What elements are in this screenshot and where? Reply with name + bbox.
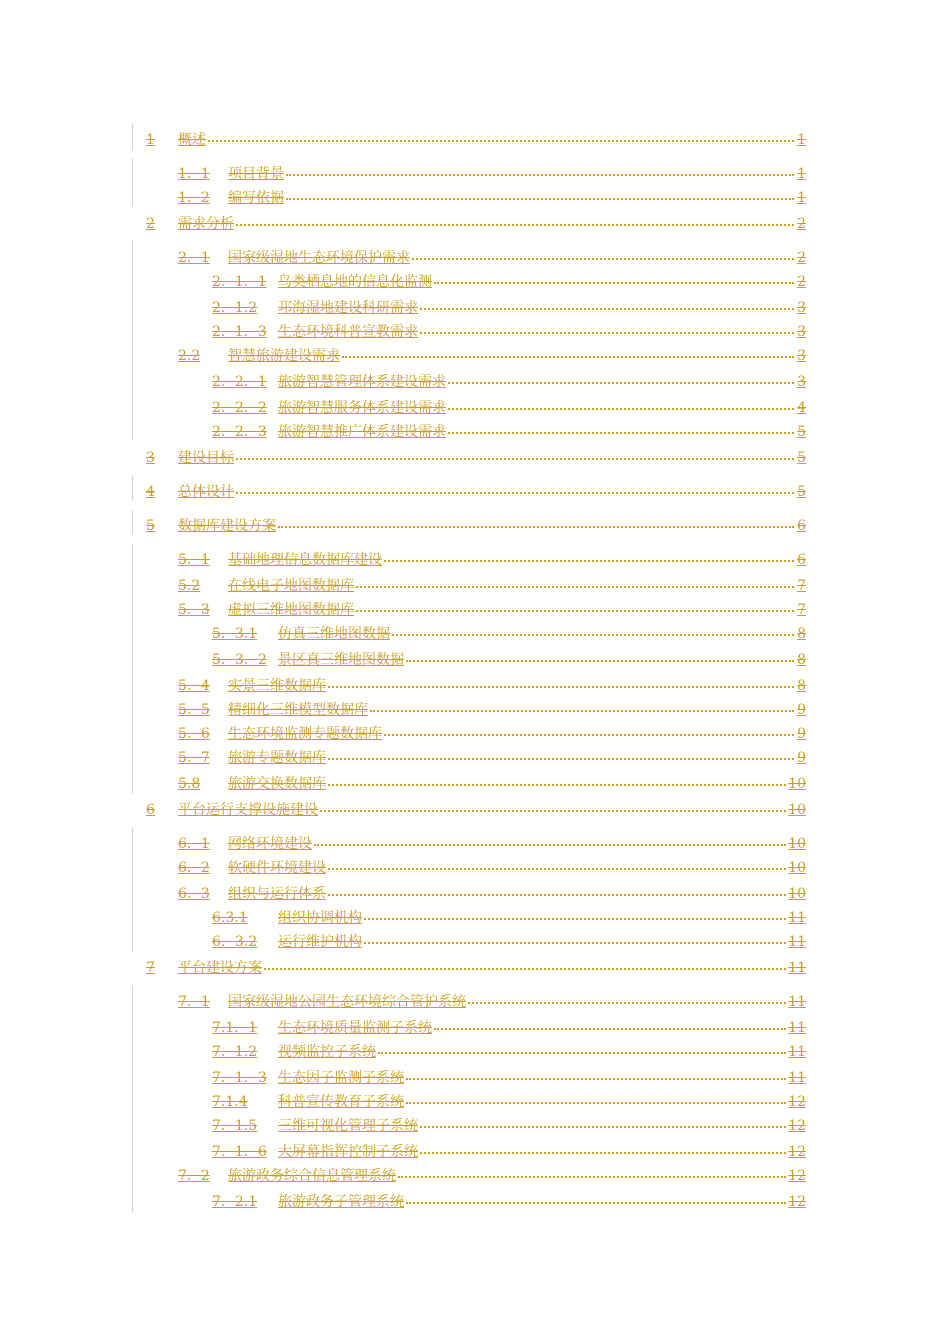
toc-dot-leader — [434, 278, 794, 284]
toc-entry-title: 虚拟三维地图数据库 — [228, 602, 354, 618]
section-bar — [132, 510, 133, 534]
toc-dot-leader — [370, 706, 794, 712]
toc-entry[interactable] — [212, 622, 806, 642]
toc-entry-title: 生态因子监测子系统 — [278, 1070, 404, 1086]
toc-entry-number: 5．4 — [178, 678, 210, 694]
toc-entry-number: 7.1．1 — [212, 1020, 258, 1036]
toc-entry-title: 旅游智慧服务体系建设需求 — [278, 400, 446, 416]
toc-entry-number: 3 — [146, 450, 155, 466]
toc-dot-leader — [236, 488, 794, 494]
toc-entry-title: 大屏幕指挥控制子系统 — [278, 1144, 418, 1160]
toc-entry[interactable] — [146, 956, 806, 976]
toc-entry-number: 2．2．1 — [212, 374, 267, 390]
section-bar — [132, 828, 133, 952]
toc-entry-title: 运行维护机构 — [278, 934, 362, 950]
toc-entry-page: 12 — [788, 1144, 806, 1160]
toc-entry-title: 在线电子地图数据库 — [228, 578, 354, 594]
toc-entry-title: 科普宣传教育子系统 — [278, 1094, 404, 1110]
toc-entry-title: 网络环境建设 — [228, 836, 312, 852]
toc-dot-leader — [392, 630, 794, 636]
toc-entry-title: 旅游智慧推广体系建设需求 — [278, 424, 446, 440]
toc-entry[interactable] — [178, 856, 806, 876]
toc-dot-leader — [328, 754, 794, 760]
toc-entry-page: 9 — [797, 726, 806, 742]
toc-entry-number: 7．1．3 — [212, 1070, 267, 1086]
toc-entry[interactable] — [178, 722, 806, 742]
toc-entry-number: 7．1 — [178, 994, 210, 1010]
toc-entry-page: 5 — [797, 450, 806, 466]
toc-dot-leader — [356, 582, 794, 588]
toc-entry[interactable] — [212, 370, 806, 390]
toc-entry-title: 编写依据 — [228, 190, 284, 206]
toc-dot-leader — [420, 1148, 786, 1154]
toc-entry-page: 1 — [797, 132, 806, 148]
toc-entry-number: 2.2 — [178, 348, 201, 364]
toc-dot-leader — [236, 454, 794, 460]
toc-entry-title: 仿真三维地图数据 — [278, 626, 390, 642]
toc-entry-number: 5．3．2 — [212, 652, 267, 668]
toc-entry[interactable] — [178, 990, 806, 1010]
toc-dot-leader — [236, 220, 794, 226]
toc-entry[interactable] — [146, 798, 806, 818]
toc-entry[interactable] — [178, 186, 806, 206]
toc-entry[interactable] — [178, 162, 806, 182]
toc-entry-page: 12 — [788, 1094, 806, 1110]
toc-entry[interactable] — [212, 270, 806, 290]
toc-entry-title: 组织与运行体系 — [228, 886, 326, 902]
toc-entry-title: 生态环境科普宣教需求 — [278, 324, 418, 340]
toc-entry-number: 2．2．3 — [212, 424, 267, 440]
toc-entry-page: 11 — [788, 1020, 806, 1036]
section-bar — [132, 986, 133, 1212]
toc-dot-leader — [406, 1198, 786, 1204]
toc-entry-title: 旅游专题数据库 — [228, 750, 326, 766]
toc-entry-page: 8 — [797, 626, 806, 642]
section-bar — [132, 124, 133, 150]
toc-entry-number: 6．2 — [178, 860, 210, 876]
toc-entry[interactable] — [212, 1016, 806, 1036]
toc-entry-page: 12 — [788, 1168, 806, 1184]
toc-entry[interactable] — [212, 1140, 806, 1160]
toc-entry-title: 智慧旅游建设需求 — [228, 348, 340, 364]
toc-entry[interactable] — [146, 128, 806, 148]
toc-dot-leader — [328, 682, 794, 688]
toc-dot-leader — [412, 254, 794, 260]
toc-dot-leader — [406, 656, 794, 662]
toc-entry-number: 5.2 — [178, 578, 201, 594]
toc-entry-title: 项目背景 — [228, 166, 284, 182]
toc-entry-number: 1．2 — [178, 190, 210, 206]
toc-entry-page: 8 — [797, 652, 806, 668]
toc-entry-page: 12 — [788, 1118, 806, 1134]
toc-dot-leader — [314, 840, 786, 846]
toc-entry-page: 2 — [797, 274, 806, 290]
toc-dot-leader — [328, 780, 786, 786]
toc-entry-number: 1．1 — [178, 166, 210, 182]
toc-entry-number: 7．1．6 — [212, 1144, 267, 1160]
toc-entry-title: 景区真三维地图数据 — [278, 652, 404, 668]
toc-entry-number: 1 — [146, 132, 155, 148]
toc-entry-title: 总体设计 — [178, 484, 234, 500]
toc-entry-page: 10 — [788, 886, 806, 902]
toc-entry-page: 10 — [788, 802, 806, 818]
toc-entry-number: 5．3 — [178, 602, 210, 618]
toc-entry-page: 6 — [797, 518, 806, 534]
toc-entry[interactable] — [212, 930, 806, 950]
toc-entry[interactable] — [178, 674, 806, 694]
toc-dot-leader — [328, 864, 786, 870]
toc-dot-leader — [356, 606, 794, 612]
toc-entry-number: 7.1.4 — [212, 1094, 248, 1110]
toc-entry-title: 平台建设方案 — [178, 960, 262, 976]
toc-entry-page: 3 — [797, 300, 806, 316]
toc-entry-number: 6．3 — [178, 886, 210, 902]
toc-entry-number: 5．5 — [178, 702, 210, 718]
toc-entry[interactable] — [178, 698, 806, 718]
toc-entry-page: 1 — [797, 166, 806, 182]
toc-dot-leader — [468, 998, 786, 1004]
toc-entry-title: 旅游交换数据库 — [228, 776, 326, 792]
toc-dot-leader — [448, 404, 794, 410]
toc-entry-title: 组织协调机构 — [278, 910, 362, 926]
toc-entry[interactable] — [146, 514, 806, 534]
toc-dot-leader — [264, 964, 786, 970]
toc-dot-leader — [320, 806, 786, 812]
toc-entry[interactable] — [178, 598, 806, 618]
toc-entry-number: 7．2.1 — [212, 1194, 258, 1210]
section-bar — [132, 476, 133, 500]
toc-entry-page: 10 — [788, 836, 806, 852]
toc-entry-title: 概述 — [178, 132, 206, 148]
toc-entry-page: 3 — [797, 348, 806, 364]
toc-entry-number: 5 — [146, 518, 155, 534]
toc-entry-page: 9 — [797, 702, 806, 718]
toc-dot-leader — [406, 1098, 786, 1104]
toc-dot-leader — [208, 136, 794, 142]
toc-entry-page: 7 — [797, 578, 806, 594]
toc-entry-page: 4 — [797, 400, 806, 416]
toc-entry[interactable] — [178, 246, 806, 266]
toc-entry-title: 软硬件环境建设 — [228, 860, 326, 876]
toc-dot-leader — [448, 428, 794, 434]
toc-dot-leader — [434, 1024, 786, 1030]
toc-entry-page: 11 — [788, 1044, 806, 1060]
toc-entry[interactable] — [178, 574, 806, 594]
section-bar — [132, 544, 133, 794]
toc-entry-title: 三维可视化管理子系统 — [278, 1118, 418, 1134]
toc-entry-title: 国家级湿地生态环境保护需求 — [228, 250, 410, 266]
toc-entry-title: 生态环境质量监测子系统 — [278, 1020, 432, 1036]
toc-entry-page: 11 — [788, 960, 806, 976]
toc-entry-number: 5．1 — [178, 552, 210, 568]
toc-dot-leader — [398, 1172, 786, 1178]
toc-dot-leader — [384, 556, 794, 562]
toc-entry-title: 精细化三维模型数据库 — [228, 702, 368, 718]
toc-entry-page: 9 — [797, 750, 806, 766]
toc-entry-number: 2．1．1 — [212, 274, 267, 290]
toc-entry[interactable] — [146, 480, 806, 500]
toc-dot-leader — [364, 914, 786, 920]
toc-entry-page: 11 — [788, 1070, 806, 1086]
toc-entry-number: 6.3.1 — [212, 910, 248, 926]
toc-entry[interactable] — [178, 746, 806, 766]
toc-entry-number: 6 — [146, 802, 155, 818]
toc-entry-title: 旅游智慧管理体系建设需求 — [278, 374, 446, 390]
toc-entry[interactable] — [212, 320, 806, 340]
toc-entry[interactable] — [146, 446, 806, 466]
toc-entry-title: 实景三维数据库 — [228, 678, 326, 694]
toc-entry[interactable] — [212, 1190, 806, 1210]
toc-entry-number: 7．2 — [178, 1168, 210, 1184]
toc-entry-number: 4 — [146, 484, 155, 500]
toc-entry-page: 3 — [797, 324, 806, 340]
toc-entry-page: 1 — [797, 190, 806, 206]
toc-entry[interactable] — [178, 1164, 806, 1184]
toc-entry[interactable] — [212, 420, 806, 440]
toc-entry-title: 需求分析 — [178, 216, 234, 232]
toc-entry[interactable] — [146, 212, 806, 232]
toc-dot-leader — [420, 328, 794, 334]
toc-entry-number: 2 — [146, 216, 155, 232]
toc-entry-page: 3 — [797, 374, 806, 390]
toc-entry[interactable] — [178, 882, 806, 902]
toc-entry-page: 11 — [788, 934, 806, 950]
toc-entry-title: 国家级湿地公园生态环境综合管护系统 — [228, 994, 466, 1010]
toc-entry-number: 7．1.5 — [212, 1118, 258, 1134]
toc-dot-leader — [286, 194, 794, 200]
toc-entry-page: 10 — [788, 776, 806, 792]
toc-dot-leader — [420, 1122, 786, 1128]
toc-entry[interactable] — [212, 906, 806, 926]
toc-entry-page: 11 — [788, 994, 806, 1010]
toc-dot-leader — [378, 1048, 786, 1054]
toc-dot-leader — [420, 304, 794, 310]
toc-entry[interactable] — [178, 548, 806, 568]
toc-entry-page: 2 — [797, 250, 806, 266]
toc-entry-title: 基础地理信息数据库建设 — [228, 552, 382, 568]
toc-entry-title: 生态环境监测专题数据库 — [228, 726, 382, 742]
toc-entry[interactable] — [178, 772, 806, 792]
toc-entry-number: 5．3.1 — [212, 626, 258, 642]
toc-entry-page: 5 — [797, 424, 806, 440]
toc-entry-number: 7 — [146, 960, 155, 976]
toc-entry-number: 2．1 — [178, 250, 210, 266]
toc-entry-number: 5．7 — [178, 750, 210, 766]
toc-entry[interactable] — [212, 1090, 806, 1110]
toc-dot-leader — [384, 730, 794, 736]
toc-dot-leader — [364, 938, 786, 944]
toc-dot-leader — [328, 890, 786, 896]
toc-entry-page: 8 — [797, 678, 806, 694]
toc-entry-page: 2 — [797, 216, 806, 232]
toc-entry[interactable] — [178, 832, 806, 852]
toc-entry-page: 6 — [797, 552, 806, 568]
toc-entry-title: 数据库建设方案 — [178, 518, 276, 534]
toc-entry-number: 2．1.2 — [212, 300, 258, 316]
section-bar — [132, 240, 133, 440]
toc-dot-leader — [448, 378, 794, 384]
section-bar — [132, 158, 133, 206]
toc-entry-number: 2．2．2 — [212, 400, 267, 416]
toc-entry-number: 7．1.2 — [212, 1044, 258, 1060]
toc-entry-page: 7 — [797, 602, 806, 618]
toc-entry-number: 6．3.2 — [212, 934, 258, 950]
toc-entry-number: 6．1 — [178, 836, 210, 852]
toc-entry[interactable] — [212, 296, 806, 316]
toc-dot-leader — [406, 1074, 786, 1080]
toc-entry-title: 建设目标 — [178, 450, 234, 466]
toc-entry-title: 视频监控子系统 — [278, 1044, 376, 1060]
toc-entry[interactable] — [212, 1040, 806, 1060]
toc-entry-title: 旅游政务子管理系统 — [278, 1194, 404, 1210]
toc-entry-page: 12 — [788, 1194, 806, 1210]
toc-dot-leader — [342, 352, 794, 358]
toc-entry[interactable] — [212, 648, 806, 668]
toc-entry-number: 2．1．3 — [212, 324, 267, 340]
toc-dot-leader — [286, 170, 794, 176]
toc-entry[interactable] — [178, 344, 806, 364]
toc-entry-page: 10 — [788, 860, 806, 876]
toc-entry[interactable] — [212, 1066, 806, 1086]
toc-entry-number: 5．6 — [178, 726, 210, 742]
toc-entry-title: 平台运行支撑设施建设 — [178, 802, 318, 818]
toc-entry[interactable] — [212, 1114, 806, 1134]
toc-entry-title: 旅游政务综合信息管理系统 — [228, 1168, 396, 1184]
toc-dot-leader — [278, 522, 794, 528]
toc-entry[interactable] — [212, 396, 806, 416]
toc-entry-number: 5.8 — [178, 776, 201, 792]
toc-entry-title: 鸟类栖息地的信息化监测 — [278, 274, 432, 290]
toc-entry-title: 邛海湿地建设科研需求 — [278, 300, 418, 316]
toc-entry-page: 11 — [788, 910, 806, 926]
toc-entry-page: 5 — [797, 484, 806, 500]
